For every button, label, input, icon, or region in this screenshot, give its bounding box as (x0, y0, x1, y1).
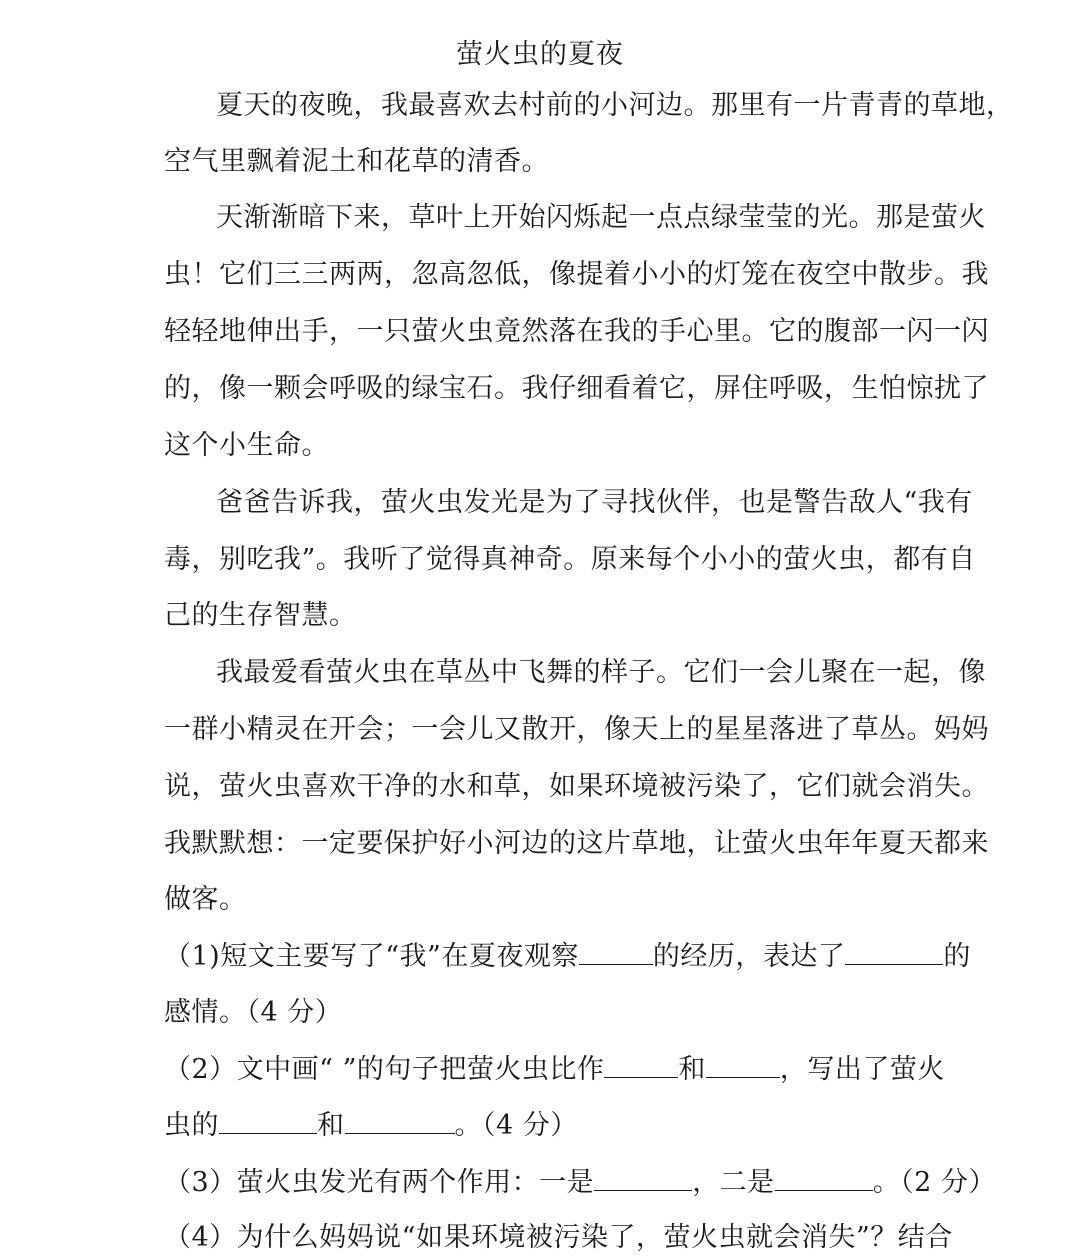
answer-blank[interactable] (219, 1109, 317, 1134)
answer-blank[interactable] (845, 940, 943, 965)
question-text: ，写出了萤火 (779, 1054, 945, 1085)
question-2 (164, 1052, 945, 1088)
question-1-continued: 感情。（4 分） (164, 997, 343, 1028)
question-text: （1)短文主要写了“我”在夏夜观察 (164, 941, 579, 972)
question-1 (164, 939, 971, 975)
passage-line: 一群小精灵在开会；一会儿又散开，像天上的星星落进了草丛。妈妈 (164, 714, 989, 745)
answer-blank[interactable] (604, 1053, 678, 1078)
question-text: 和 (317, 1110, 345, 1141)
passage-line: 虫！它们三三两两，忽高忽低，像提着小小的灯笼在夜空中散步。我 (164, 259, 989, 290)
passage-line: 做客。 (164, 884, 247, 915)
answer-blank[interactable] (345, 1109, 455, 1134)
answer-blank[interactable] (594, 1166, 692, 1191)
answer-blank[interactable] (579, 940, 653, 965)
question-text: 。（4 分） (454, 1110, 578, 1141)
question-text: 的 (943, 941, 971, 972)
passage-line: 夏天的夜晚，我最喜欢去村前的小河边。那里有一片青青的草地， (216, 90, 1014, 121)
passage-line: 我默默想：一定要保护好小河边的这片草地，让萤火虫年年夏天都来 (164, 828, 989, 859)
passage-line: 爸爸告诉我，萤火虫发光是为了寻找伙伴，也是警告敌人“我有 (216, 487, 973, 518)
question-text: 。（2 分） (872, 1167, 996, 1198)
passage-line: 我最爱看萤火虫在草丛中飞舞的样子。它们一会儿聚在一起，像 (216, 657, 986, 688)
passage-line: 空气里飘着泥土和花草的清香。 (164, 146, 549, 177)
question-3 (164, 1165, 996, 1201)
passage-line: 说，萤火虫喜欢干净的水和草，如果环境被污染了，它们就会消失。 (164, 771, 989, 802)
question-text: 和 (678, 1054, 706, 1085)
passage-line: 这个小生命。 (164, 430, 329, 461)
passage-line: 毒，别吃我”。我听了觉得真神奇。原来每个小小的萤火虫，都有自 (164, 544, 976, 575)
question-4: （4）为什么妈妈说“如果环境被污染了，萤火虫就会消失”？结合 (164, 1222, 953, 1253)
question-text: （2）文中画“ ”的句子把萤火虫比作 (164, 1054, 605, 1085)
question-text: 的经历，表达了 (652, 941, 846, 972)
passage-title: 萤火虫的夏夜 (456, 39, 624, 70)
answer-blank[interactable] (775, 1166, 873, 1191)
question-text: ，二是 (692, 1167, 775, 1198)
passage-line: 己的生存智慧。 (164, 600, 357, 631)
answer-blank[interactable] (706, 1053, 780, 1078)
question-2-continued (164, 1108, 924, 1144)
question-text: （3）萤火虫发光有两个作用：一是 (164, 1167, 595, 1198)
passage-line: 轻轻地伸出手，一只萤火虫竟然落在我的手心里。它的腹部一闪一闪 (164, 316, 989, 347)
passage-line: 的，像一颗会呼吸的绿宝石。我仔细看着它，屏住呼吸，生怕惊扰了 (164, 373, 989, 404)
passage-line: 天渐渐暗下来，草叶上开始闪烁起一点点绿莹莹的光。那是萤火 (216, 202, 986, 233)
question-text: 虫的 (164, 1110, 219, 1141)
